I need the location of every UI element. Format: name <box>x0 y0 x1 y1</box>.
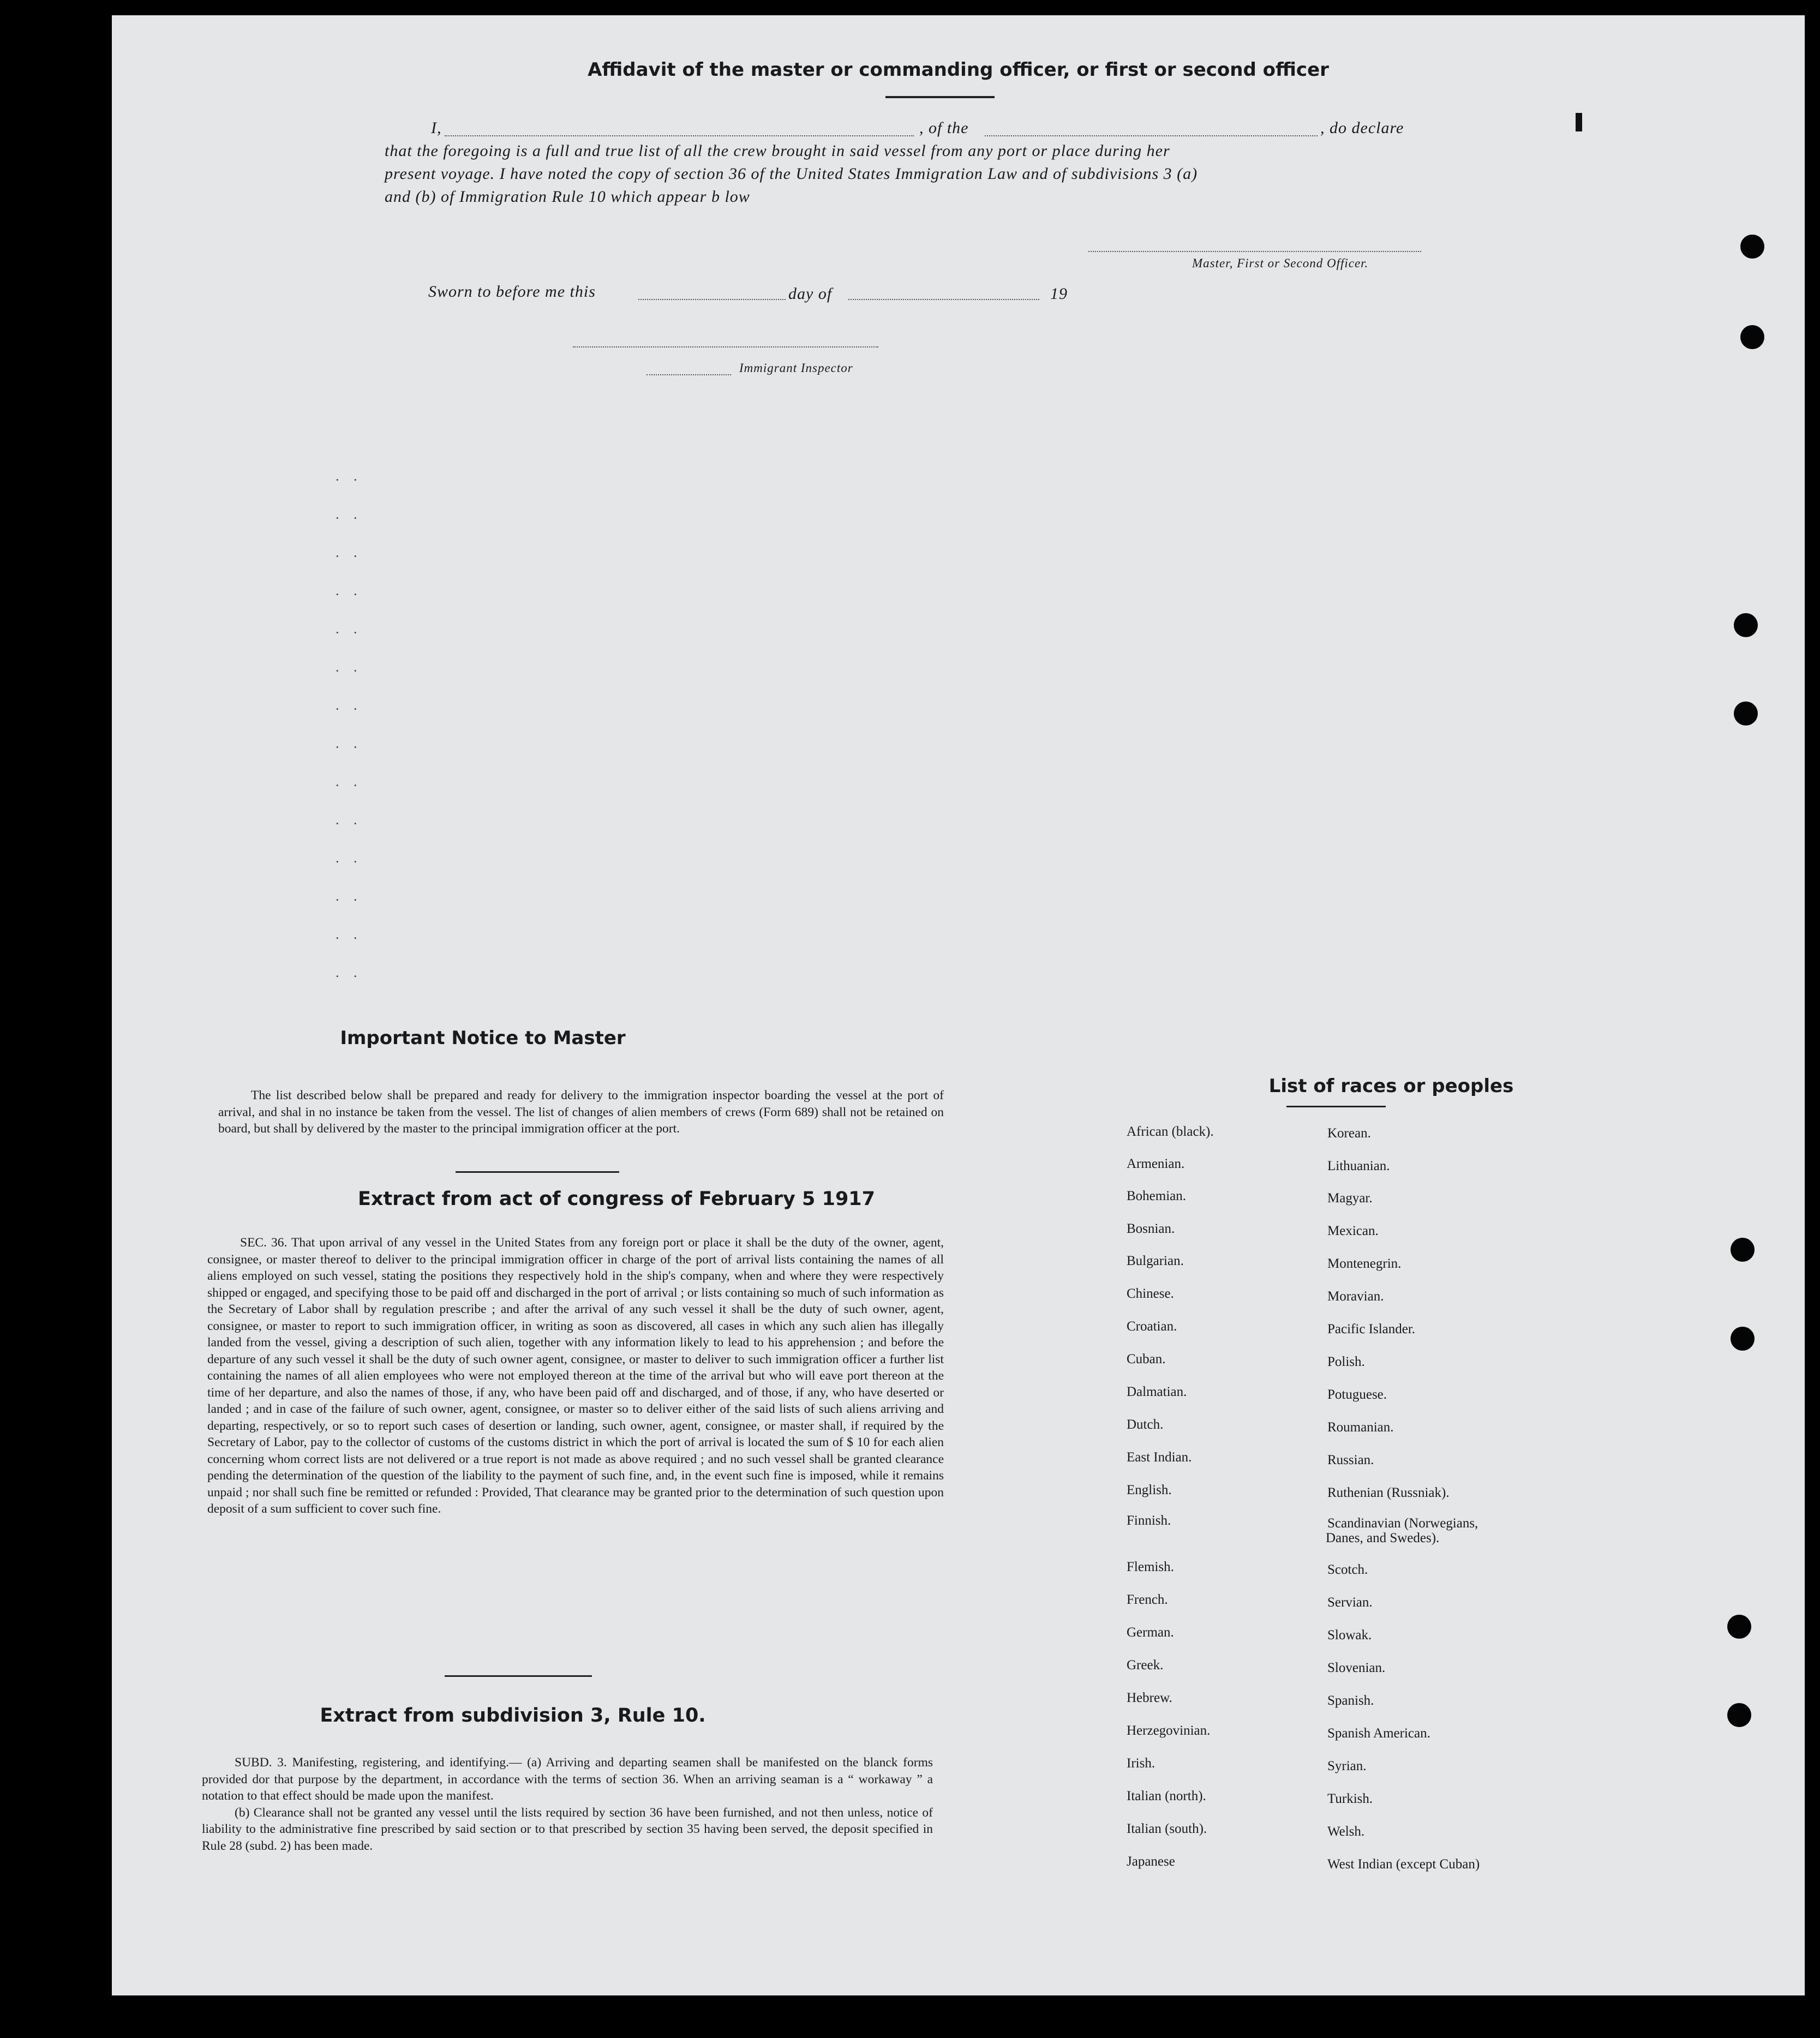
notice-paragraph: The list described below shall be prepared and ready for delivery to the immigration inspector boarding the vessel at the port of arrival, and shal in no instance be taken from the vessel. The list of changes of alien members of crews (Form 689) shall not be retained on board, but shall by delivered by the master to the principal immigration officer at the port. <box>218 1088 944 1136</box>
race-item-continuation: Danes, and Swedes). <box>1326 1531 1440 1545</box>
notice-title: Important Notice to Master <box>340 1027 626 1049</box>
race-item: Bulgarian. <box>1127 1254 1184 1268</box>
rule-paragraph-b: (b) Clearance shall not be granted any vessel until the lists required by section 36 have been furnished, and not then unless, notice of liability to the administrative fine prescribed by said section or to that prescribed by section 35 having been served, the deposit specified in Rule 28 (subd. 2) has been made. <box>202 1805 933 1853</box>
dot-leader: . . <box>336 697 363 713</box>
race-item: Syrian. <box>1327 1759 1367 1773</box>
dot-leader: . . <box>336 468 363 484</box>
dot-leader: . . <box>336 735 363 751</box>
punch-hole <box>1734 702 1758 726</box>
race-item: Magyar. <box>1327 1191 1373 1206</box>
ink-mark <box>1576 113 1582 131</box>
dot-leader: . . <box>336 583 363 598</box>
punch-hole <box>1740 235 1764 259</box>
race-item: Turkish. <box>1327 1791 1373 1806</box>
dot-leader: . . <box>336 850 363 866</box>
race-item: Mexican. <box>1327 1224 1379 1238</box>
race-item: Ruthenian (Russniak). <box>1327 1485 1450 1500</box>
sworn-year: 19 <box>1050 285 1068 303</box>
punch-hole <box>1740 325 1764 349</box>
affidavit-line1-mid: , of the <box>919 119 969 137</box>
punch-hole <box>1727 1615 1751 1639</box>
inspector-line[interactable] <box>573 346 878 347</box>
rule-title: Extract from subdivision 3, Rule 10. <box>320 1705 706 1727</box>
month-blank[interactable] <box>848 299 1039 300</box>
affidavit-line3: present voyage. I have noted the copy of section 36 of the United States Immigration Law and of subdivisions 3 (a) <box>385 165 1198 183</box>
vessel-blank[interactable] <box>985 135 1318 136</box>
race-item: Finnish. <box>1127 1513 1171 1528</box>
dot-leader: . . <box>336 888 363 904</box>
affidavit-line1-start: I, <box>431 119 442 137</box>
rule-paragraph-a: SUBD. 3. Manifesting, registering, and identifying.— (a) Arriving and departing seamen shall be manifested on the blanck forms provided dor that purpose by the department, in accordance with the terms of section 36. When an arriving seaman is a “ workaway ” a notation to that effect should be made upon the manifest. <box>202 1755 933 1803</box>
affidavit-line4: and (b) of Immigration Rule 10 which appear b low <box>385 188 750 206</box>
race-item: Spanish American. <box>1327 1726 1430 1741</box>
race-item: Scotch. <box>1327 1562 1368 1577</box>
race-item: Croatian. <box>1127 1319 1177 1334</box>
race-item: Korean. <box>1327 1126 1371 1141</box>
race-item: Dalmatian. <box>1127 1384 1187 1399</box>
races-title: List of races or peoples <box>1268 1075 1514 1097</box>
race-item: Bohemian. <box>1127 1189 1187 1203</box>
race-item: Bosnian. <box>1127 1221 1175 1236</box>
section-divider <box>445 1675 592 1677</box>
act-text <box>207 1234 944 1518</box>
race-item: German. <box>1127 1625 1174 1640</box>
title-underline <box>885 96 995 98</box>
section-divider <box>456 1171 619 1173</box>
signature-label: Master, First or Second Officer. <box>1192 256 1369 270</box>
signature-line[interactable] <box>1088 251 1421 252</box>
race-item: Herzegovinian. <box>1127 1723 1211 1738</box>
inspector-label: Immigrant Inspector <box>739 361 853 375</box>
punch-hole <box>1734 613 1758 637</box>
dot-leader: . . <box>336 964 363 980</box>
dot-leader: . . <box>336 506 363 522</box>
act-paragraph: SEC. 36. That upon arrival of any vessel in the United States from any foreign port or place it shall be the duty of the owner, agent, consignee, or master thereof to deliver to the principal immigration officer in charge of the port of arrival lists containing the names of all aliens employed on such vessel, stating the positions they respectively hold in the ship's company, when and where they were respectively shipped or engaged, and specifying those to be paid off and discharged in the port of arrival ; or lists containing so much of such information as the Secretary of Labor shall by regulation prescribe ; and after the arrival of any such vessel it shall be the duty of such owner, agent, consignee, or master to report to such immigration officer, in writing as soon as discovered, all cases in which any such alien has illegally landed from the vessel, giving a description of such alien, together with any information likely to lead to his apprehension ; and before the departure of any such vessel it shall be the duty of such owner agent, consignee, or master to deliver to such immigration officer a further list containing the names of all alien employees who were not employed thereon at the time of the arrival but who will eave port thereon at the time of her departure, and also the names of those, if any, who have been paid off and discharged, and of those, if any, who have deserted or landed ; and in case of the failure of such owner, agent, consignee, or master so to deliver either of the said lists of such aliens arriving and departing, respectively, or so to report such cases of desertion or landing, such owner, agent, consignee, or master shall, if required by the Secretary of Labor, pay to the collector of customs of the customs district in which the port of arrival is located the sum of $ 10 for each alien concerning whom correct lists are not delivered or a true report is not made as above required ; and no such vessel shall be granted clearance pending the determination of the question of the liability to the payment of such fine, and, in the event such fine is imposed, while it remains unpaid ; nor shall such fine be remitted or refunded : Provided, That clearance may be granted prior to the determination of such question upon deposit of a sum sufficient to cover such fine. <box>207 1236 944 1516</box>
punch-hole <box>1731 1327 1755 1351</box>
day-blank[interactable] <box>638 299 786 300</box>
dot-leader: . . <box>336 774 363 789</box>
document-page <box>112 15 1805 1995</box>
name-blank[interactable] <box>445 135 914 136</box>
race-item: Polish. <box>1327 1354 1365 1369</box>
race-item: English. <box>1127 1483 1172 1497</box>
race-item: Dutch. <box>1127 1417 1164 1432</box>
sworn-day-of: day of <box>788 285 833 303</box>
race-item: Hebrew. <box>1127 1691 1172 1705</box>
race-item: Russian. <box>1327 1453 1374 1467</box>
race-item: Flemish. <box>1127 1560 1174 1574</box>
dot-leader: . . <box>336 621 363 637</box>
notice-text <box>218 1087 944 1137</box>
race-item: Scandinavian (Norwegians, <box>1327 1516 1478 1531</box>
race-item: Slovenian. <box>1327 1661 1386 1675</box>
race-item: Italian (north). <box>1127 1789 1206 1803</box>
dot-leader: . . <box>336 926 363 942</box>
race-item: Moravian. <box>1327 1289 1384 1304</box>
races-title-underline <box>1286 1106 1386 1107</box>
race-item: Potuguese. <box>1327 1387 1387 1402</box>
race-item: Greek. <box>1127 1658 1164 1673</box>
race-item: African (black). <box>1127 1124 1214 1139</box>
race-item: Welsh. <box>1327 1824 1365 1839</box>
race-item: Japanese <box>1127 1854 1175 1869</box>
race-item: Spanish. <box>1327 1693 1374 1708</box>
race-item: Chinese. <box>1127 1286 1174 1301</box>
race-item: East Indian. <box>1127 1450 1192 1465</box>
race-item: Pacific Islander. <box>1327 1322 1416 1336</box>
punch-hole <box>1727 1703 1751 1727</box>
race-item: Irish. <box>1127 1756 1156 1771</box>
inspector-short-line <box>646 374 731 375</box>
race-item: Montenegrin. <box>1327 1256 1402 1271</box>
race-item: Roumanian. <box>1327 1420 1394 1435</box>
dot-leader: . . <box>336 812 363 828</box>
race-item: Lithuanian. <box>1327 1159 1390 1173</box>
race-item: Slowak. <box>1327 1628 1372 1643</box>
race-item: Italian (south). <box>1127 1821 1207 1836</box>
act-title: Extract from act of congress of February 5 1917 <box>357 1188 876 1210</box>
race-item: Armenian. <box>1127 1156 1185 1171</box>
affidavit-line1-end: , do declare <box>1320 119 1404 137</box>
race-item: French. <box>1127 1592 1168 1607</box>
race-item: Cuban. <box>1127 1352 1166 1366</box>
race-item: West Indian (except Cuban) <box>1327 1857 1480 1872</box>
rule-text <box>202 1754 933 1854</box>
dot-leader: . . <box>336 544 363 560</box>
sworn-text: Sworn to before me this <box>428 283 596 301</box>
dot-leader: . . <box>336 659 363 675</box>
punch-hole <box>1731 1238 1755 1262</box>
affidavit-line2: that the foregoing is a full and true list of all the crew brought in said vessel from any port or place during her <box>385 142 1170 160</box>
race-item: Servian. <box>1327 1595 1373 1610</box>
affidavit-title: Affidavit of the master or commanding officer, or first or second officer <box>588 59 1329 81</box>
